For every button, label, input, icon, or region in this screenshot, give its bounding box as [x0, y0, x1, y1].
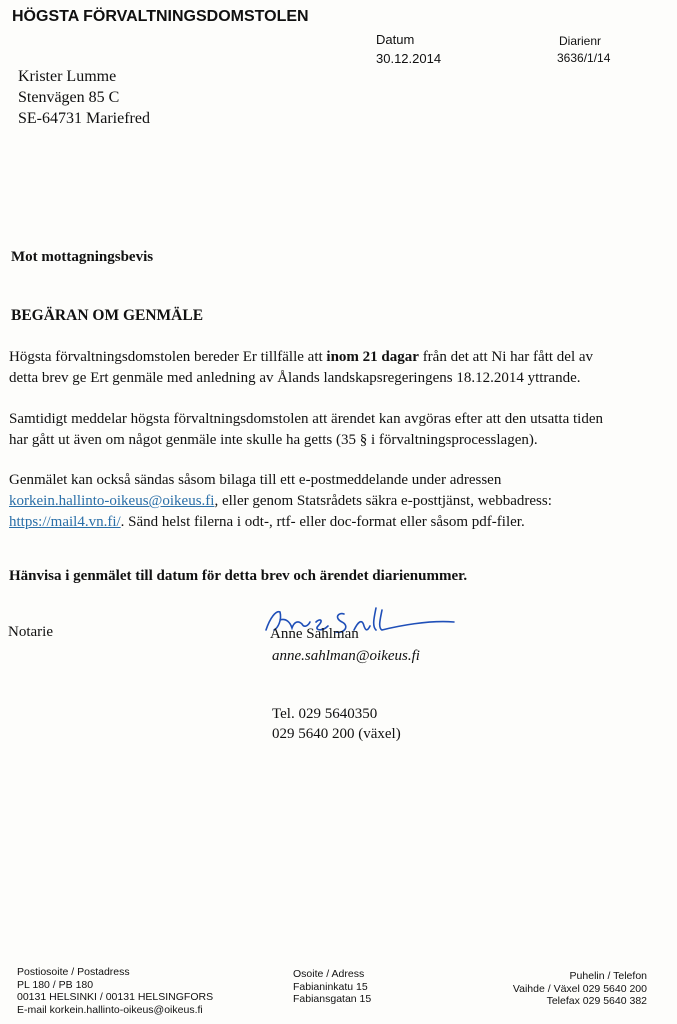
paragraph-line: Genmälet kan också sändas såsom bilaga till ett e-postmeddelande under adressen [9, 472, 502, 488]
text-run: från det att Ni har fått del av [418, 349, 594, 365]
footer-email: E-mail korkein.hallinto-oikeus@oikeus.fi [17, 1003, 203, 1016]
footer-postal-city: 00131 HELSINKI / 00131 HELSINGFORS [17, 991, 214, 1003]
text-run: Högsta förvaltningsdomstolen bereder Er tillfälle att [9, 349, 327, 365]
date-value: 30.12.2014 [376, 51, 442, 66]
footer-phone-label: Puhelin / Telefon [569, 970, 647, 982]
recipient-street: Stenvägen 85 C [18, 89, 120, 106]
recipient-name: Krister Lumme [18, 68, 117, 85]
secure-mail-link[interactable]: https://mail4.vn.fi/ [9, 514, 121, 530]
footer-fax: Telefax 029 5640 382 [546, 995, 647, 1007]
signer-phone: Tel. 029 5640350 [272, 706, 378, 722]
text-run: . Sänd helst filerna i odt-, rtf- eller doc-format eller såsom pdf-filer. [120, 514, 525, 530]
diary-number-label: Diarienr [559, 34, 602, 48]
paragraph-submission [9, 470, 675, 533]
footer-switchboard: Vaihde / Växel 029 5640 200 [512, 982, 647, 995]
court-name: HÖGSTA FÖRVALTNINGSDOMSTOLEN [12, 8, 309, 25]
receipt-note: Mot mottagningsbevis [11, 249, 154, 265]
signer-email: anne.sahlman@oikeus.fi [272, 648, 420, 664]
paragraph-line [9, 512, 675, 533]
paragraph-line: detta brev ge Ert genmäle med anledning av Ålands landskapsregeringens 18.12.2014 yttrande. [9, 370, 581, 386]
footer-address-sv: Fabiansgatan 15 [293, 993, 372, 1005]
paragraph-deadline [9, 347, 675, 389]
footer-address-label: Osoite / Adress [293, 968, 365, 980]
reference-instruction: Hänvisa i genmälet till datum för detta brev och ärendet diarienummer. [9, 568, 468, 584]
recipient-postal: SE-64731 Mariefred [18, 110, 150, 127]
diary-number-value: 3636/1/14 [557, 51, 611, 65]
footer-street-address [293, 968, 371, 1006]
footer-address-fi: Fabianinkatu 15 [293, 980, 368, 993]
paragraph-decision [9, 409, 675, 451]
paragraph-line [9, 347, 675, 368]
paragraph-line [9, 491, 675, 512]
signer-title: Notarie [8, 624, 53, 640]
paragraph-line: Samtidigt meddelar högsta förvaltningsdomstolen att ärendet kan avgöras efter att den utsatta tiden [9, 411, 603, 427]
signer-name: Anne Sahlman [270, 626, 359, 642]
footer-postal-address [17, 966, 213, 1016]
subject-heading: BEGÄRAN OM GENMÄLE [11, 307, 204, 324]
footer-postal-label: Postiosoite / Postadress [17, 966, 130, 978]
date-label: Datum [376, 32, 415, 47]
switchboard-phone: 029 5640 200 (växel) [272, 726, 401, 742]
paragraph-line: har gått ut även om något genmäle inte skulle ha getts (35 § i förvaltningsprocesslagen). [9, 432, 538, 448]
deadline-emphasis: inom 21 dagar [326, 349, 419, 365]
footer-postal-box: PL 180 / PB 180 [17, 978, 94, 991]
court-email-link[interactable]: korkein.hallinto-oikeus@oikeus.fi [9, 493, 215, 509]
footer-phone [513, 970, 647, 1008]
text-run: , eller genom Statsrådets säkra e-posttjänst, webbadress: [214, 493, 552, 509]
